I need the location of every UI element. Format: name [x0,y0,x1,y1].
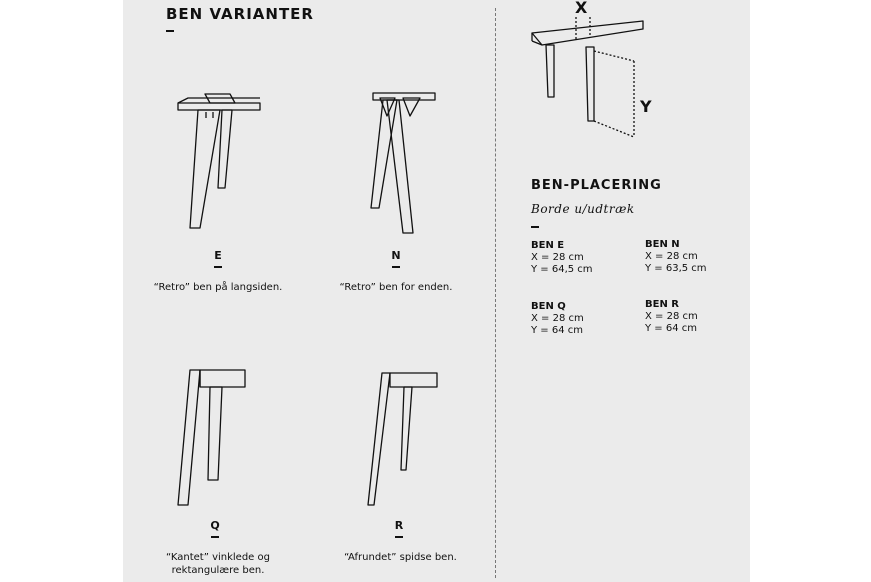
placement-x-e: X = 28 cm [531,252,584,263]
variant-letter-n: N [391,249,401,262]
variant-dash-r [395,536,403,538]
variant-caption-q-line1: “Kantet” vinklede og [166,552,270,563]
placement-y-e: Y = 64,5 cm [531,264,593,275]
dimension-x-label: X [575,0,588,17]
section-subtitle: Borde u/udtræk [531,202,635,216]
leg-n-drawing [365,88,445,238]
variant-caption-n: “Retro” ben for enden. [339,282,453,293]
leg-q-drawing [170,365,250,515]
section-title-ben-varianter: BEN VARIANTER [166,5,314,23]
placement-block-n [645,239,707,275]
placement-y-n: Y = 63,5 cm [645,263,707,274]
placement-x-q: X = 28 cm [531,313,584,324]
placement-title-r: BEN R [645,299,680,310]
variant-dash-q [211,536,219,538]
column-divider [495,8,496,578]
table-placement-diagram [528,15,658,140]
title-dash [166,30,174,32]
variant-dash-e [214,266,222,268]
dimension-y-label: Y [640,97,652,116]
variant-dash-n [392,266,400,268]
placement-title-q: BEN Q [531,301,566,312]
placement-title-n: BEN N [645,239,680,250]
placement-block-e [531,240,593,276]
placement-y-r: Y = 64 cm [645,323,697,334]
variant-letter-q: Q [210,519,220,532]
variant-caption-e: “Retro” ben på langsiden. [153,282,283,293]
section-title-ben-placering: BEN-PLACERING [531,178,662,193]
subtitle-dash [531,226,539,228]
leg-r-drawing [362,365,442,515]
variant-caption-q [138,551,298,577]
placement-title-e: BEN E [531,240,565,251]
placement-x-n: X = 28 cm [645,251,698,262]
variant-letter-r: R [394,519,404,532]
placement-y-q: Y = 64 cm [531,325,583,336]
placement-block-q [531,301,584,337]
leg-e-drawing [170,88,270,238]
placement-block-r [645,299,698,335]
variant-caption-q-line2: rektangulære ben. [171,565,265,576]
placement-x-r: X = 28 cm [645,311,698,322]
variant-caption-r: “Afrundet” spidse ben. [344,552,457,563]
variant-letter-e: E [214,249,222,262]
